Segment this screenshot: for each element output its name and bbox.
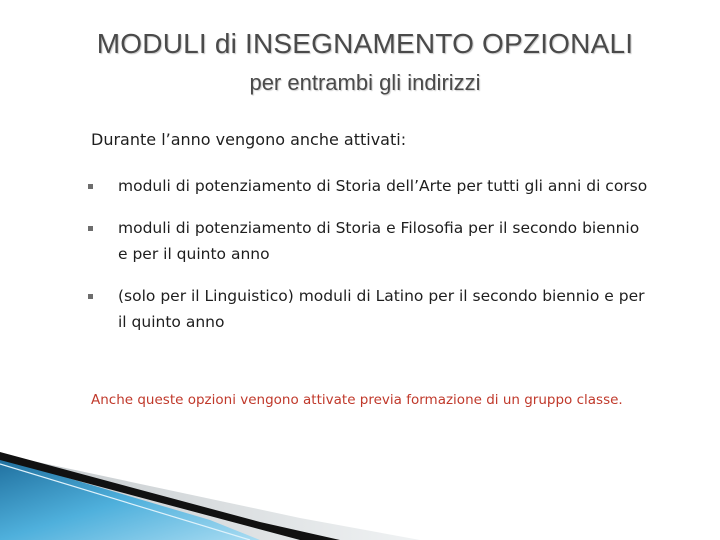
list-item — [88, 173, 648, 199]
list-item-text: (solo per il Linguistico) moduli di Latino per il secondo biennio e per il quinto anno — [118, 287, 645, 331]
list-item — [88, 215, 648, 267]
square-bullet-icon — [88, 184, 93, 189]
square-bullet-icon — [88, 294, 93, 299]
corner-decoration — [0, 440, 720, 540]
square-bullet-icon — [88, 226, 93, 231]
bullet-list — [88, 173, 648, 351]
list-item — [88, 283, 648, 335]
list-item-text: moduli di potenziamento di Storia dell’Arte per tutti gli anni di corso — [118, 177, 648, 195]
intro-text: Durante l’anno vengono anche attivati: — [91, 130, 407, 149]
list-item-text: moduli di potenziamento di Storia e Filosofia per il secondo biennio e per il quinto anno — [118, 219, 640, 263]
slide-title: MODULI di INSEGNAMENTO OPZIONALI — [96, 28, 634, 59]
slide-subtitle: per entrambi gli indirizzi — [249, 70, 481, 95]
note-text: Anche queste opzioni vengono attivate previa formazione di un gruppo classe. — [91, 392, 623, 408]
